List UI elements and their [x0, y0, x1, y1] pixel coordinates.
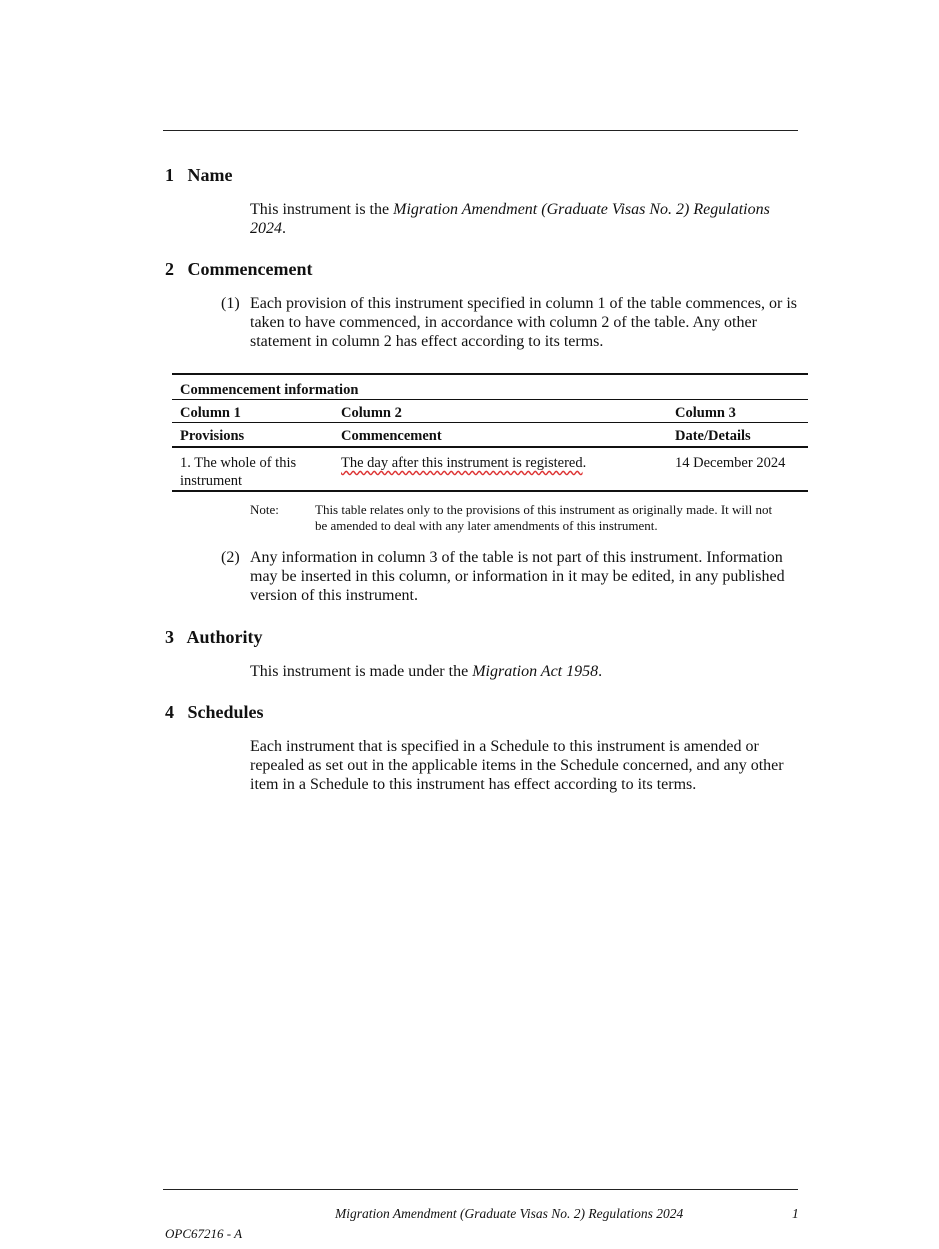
column-header: Commencement — [333, 423, 667, 448]
section-title: Authority — [186, 627, 263, 647]
section-heading-authority — [165, 627, 263, 648]
section-heading-schedules — [165, 702, 264, 723]
table-row — [172, 447, 808, 491]
note-text: This table relates only to the provisions of this instrument as originally made. It will not be amended to deal with any later amendments of this instrument. — [315, 502, 773, 533]
commencement-suffix: . — [582, 455, 587, 471]
commencement-cell — [333, 447, 667, 491]
page-number: 1 — [792, 1206, 799, 1221]
section-number: 2 — [165, 259, 174, 279]
table-caption: Commencement information — [172, 374, 808, 400]
schedules-paragraph: Each instrument that is specified in a Schedule to this instrument is amended or repealed as set out in the applicable items in the Schedule concerned, and any other item in a Schedule to this instrument has effect according to its terms. — [250, 738, 784, 793]
provision-cell: 1. The whole of this instrument — [172, 447, 333, 491]
column-number: Column 1 — [180, 405, 241, 421]
column-number: Column 3 — [675, 405, 736, 421]
section-heading-name — [165, 165, 232, 186]
section-title: Schedules — [187, 702, 264, 722]
subsection-number: (2) — [221, 549, 240, 566]
name-text: This instrument is the — [250, 201, 394, 218]
section-number: 1 — [165, 165, 174, 185]
subsection-1-text: Each provision of this instrument specified in column 1 of the table commences, or is taken to have commenced, in accordance with column 2 of the table. Any other statement in column 2 has effect according to its terms. — [250, 295, 797, 350]
subsection-number: (1) — [221, 295, 240, 312]
section-title: Name — [187, 165, 233, 185]
section-heading-commencement — [165, 259, 312, 280]
footer-rule — [163, 1189, 798, 1190]
column-header: Provisions — [172, 423, 333, 448]
note-label: Note: — [250, 502, 279, 517]
section-number: 4 — [165, 702, 174, 722]
authority-paragraph — [250, 662, 802, 681]
name-paragraph — [250, 200, 802, 238]
section-number: 3 — [165, 627, 174, 647]
header-rule — [163, 130, 798, 131]
name-text-end: . — [282, 220, 286, 237]
authority-text-end: . — [598, 663, 603, 680]
commencement-table — [172, 373, 808, 492]
column-number: Column 2 — [341, 405, 402, 421]
subsection-2-text: Any information in column 3 of the table is not part of this instrument. Information may be inserted in this column, or information in it may be edited, in any published version of this instrument. — [250, 549, 785, 604]
column-header: Date/Details — [667, 423, 808, 448]
authority-text: This instrument is made under the — [250, 663, 473, 680]
instrument-title: Migration Amendment (Graduate Visas No. 2) Regulations 2024 — [250, 201, 770, 237]
document-code: OPC67216 - A — [165, 1226, 243, 1241]
details-cell: 14 December 2024 — [667, 447, 808, 491]
footer-title: Migration Amendment (Graduate Visas No. 2) Regulations 2024 — [335, 1206, 684, 1221]
act-title: Migration Act 1958 — [472, 663, 599, 680]
commencement-text: The day after this instrument is registered — [341, 455, 583, 471]
section-title: Commencement — [187, 259, 313, 279]
